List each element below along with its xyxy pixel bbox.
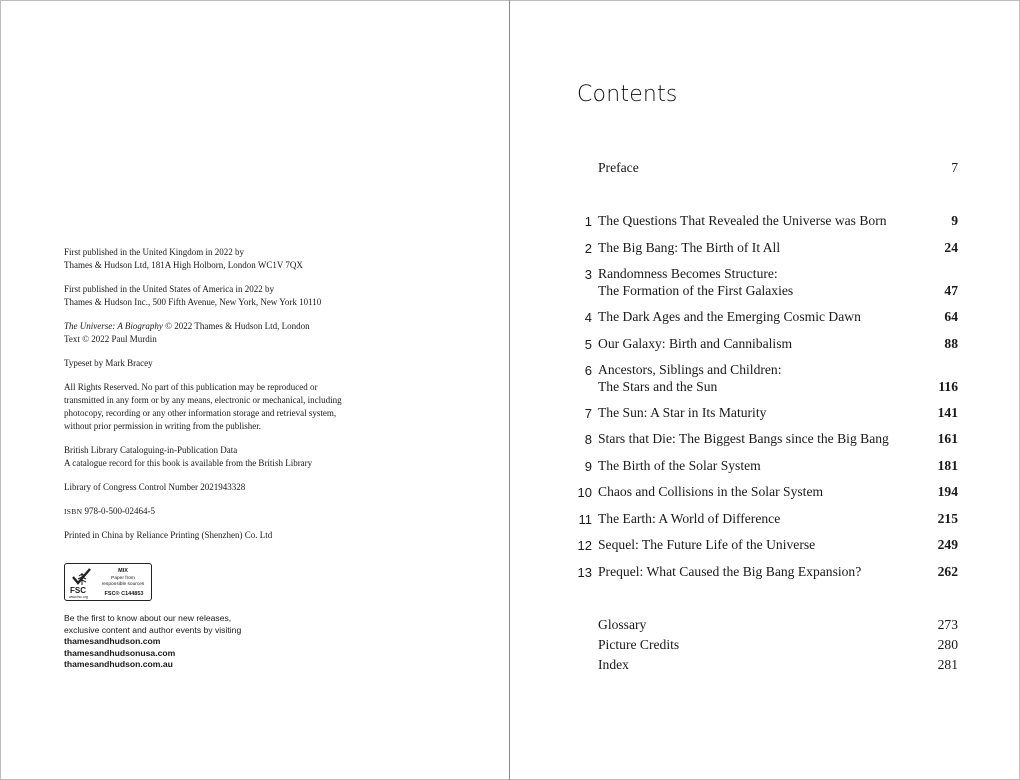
toc-page-number: 88 bbox=[944, 336, 958, 351]
website-link[interactable]: thamesandhudson.com bbox=[64, 636, 161, 646]
toc-page-number: 281 bbox=[937, 657, 958, 672]
isbn-label: ISBN bbox=[64, 507, 83, 516]
toc-page-number: 161 bbox=[937, 431, 958, 446]
toc-entry-preface[interactable] bbox=[570, 159, 958, 176]
contents-title: Contents bbox=[577, 82, 678, 107]
chapter-title bbox=[598, 536, 928, 553]
publisher-promo bbox=[64, 613, 364, 671]
toc-page-number: 181 bbox=[937, 458, 958, 473]
chapter-title-line: The Formation of the First Galaxies bbox=[598, 283, 794, 298]
toc-page-number: 273 bbox=[937, 617, 958, 632]
toc-entry-chapter[interactable] bbox=[570, 335, 958, 352]
chapter-number: 8 bbox=[584, 432, 592, 447]
toc-entry-chapter[interactable] bbox=[570, 430, 958, 447]
fsc-paper-line: responsible sources bbox=[101, 581, 145, 587]
chapter-title bbox=[598, 563, 928, 580]
toc-entry-chapter[interactable] bbox=[570, 308, 958, 325]
fsc-paper-line: Paper from bbox=[111, 576, 135, 581]
chapter-title-line: Our Galaxy: Birth and Cannibalism bbox=[598, 336, 793, 351]
fsc-logo bbox=[64, 563, 152, 601]
isbn bbox=[64, 505, 384, 518]
toc-page-number: 47 bbox=[944, 283, 958, 298]
toc-entry-chapter[interactable] bbox=[570, 536, 958, 553]
isbn-value: 978-0-500-02464-5 bbox=[82, 506, 156, 516]
copyright-holder: © 2022 Thames & Hudson Ltd, London bbox=[162, 321, 310, 331]
chapter-title bbox=[598, 404, 928, 421]
fsc-paper-source bbox=[97, 576, 149, 587]
chapter-title-line: The Earth: A World of Difference bbox=[598, 511, 781, 526]
rights-line: photocopy, recording or any other information storage and retrieval system, bbox=[64, 408, 337, 418]
rights-statement bbox=[64, 381, 384, 433]
chapter-title bbox=[598, 510, 928, 527]
toc-page-number: 141 bbox=[937, 405, 958, 420]
cip-line: British Library Cataloguing-in-Publication Data bbox=[64, 445, 238, 455]
copyright-notice bbox=[64, 320, 384, 346]
fsc-license-code: FSC® C144853 bbox=[104, 591, 144, 597]
toc-entry-chapter[interactable] bbox=[570, 457, 958, 474]
toc-page-number: 64 bbox=[944, 309, 958, 324]
toc-page-number: 116 bbox=[938, 379, 958, 394]
chapter-title bbox=[598, 430, 928, 447]
toc-page-number: 24 bbox=[944, 240, 958, 255]
chapter-number: 12 bbox=[577, 538, 592, 553]
chapter-title-line: Randomness Becomes Structure: bbox=[598, 266, 778, 281]
toc-entry-chapter[interactable] bbox=[570, 239, 958, 256]
toc-entry-chapter[interactable] bbox=[570, 265, 958, 299]
cip-line: A catalogue record for this book is available from the British Library bbox=[64, 458, 313, 468]
chapter-number: 10 bbox=[577, 485, 592, 500]
toc-entry-title: Glossary bbox=[598, 617, 647, 632]
chapter-number: 6 bbox=[584, 363, 592, 378]
imprint-line: First published in the United Kingdom in 2022 by bbox=[64, 247, 244, 257]
toc-entry-chapter[interactable] bbox=[570, 212, 958, 229]
imprint-block bbox=[64, 246, 384, 553]
chapter-number: 11 bbox=[578, 512, 592, 527]
chapter-title bbox=[598, 483, 928, 500]
website-link[interactable]: thamesandhudsonusa.com bbox=[64, 647, 176, 658]
chapter-title bbox=[598, 308, 928, 325]
chapter-title bbox=[598, 361, 928, 395]
website-link[interactable]: thamesandhudson.com.au bbox=[64, 659, 173, 669]
promo-line: exclusive content and author events by visiting bbox=[64, 624, 242, 635]
toc-entry-chapter[interactable] bbox=[570, 510, 958, 527]
text-copyright: Text © 2022 Paul Murdin bbox=[64, 334, 157, 344]
toc-entry-chapter[interactable] bbox=[570, 404, 958, 421]
printer-credit: Printed in China by Reliance Printing (Shenzhen) Co. Ltd bbox=[64, 530, 273, 540]
toc-page-number: 249 bbox=[937, 537, 958, 552]
rights-line: All Rights Reserved. No part of this publication may be reproduced or bbox=[64, 382, 318, 392]
book-title: The Universe: A Biography bbox=[64, 321, 163, 331]
toc-entry-picture-credits[interactable] bbox=[570, 636, 958, 653]
toc-entry-glossary[interactable] bbox=[570, 616, 958, 633]
chapter-title bbox=[598, 335, 928, 352]
us-publication bbox=[64, 283, 384, 309]
toc-entry-chapter[interactable] bbox=[570, 483, 958, 500]
chapter-number: 4 bbox=[584, 310, 592, 325]
typesetter-credit: Typeset by Mark Bracey bbox=[64, 358, 153, 368]
chapter-title bbox=[598, 212, 928, 229]
chapter-title bbox=[598, 239, 928, 256]
chapter-title-line: Chaos and Collisions in the Solar System bbox=[598, 484, 824, 499]
chapter-title bbox=[598, 265, 928, 299]
toc-page-number: 262 bbox=[937, 564, 958, 579]
imprint-line: First published in the United States of America in 2022 by bbox=[64, 284, 274, 294]
rights-line: without prior permission in writing from the publisher. bbox=[64, 421, 261, 431]
chapter-title bbox=[598, 457, 928, 474]
chapter-title-line: The Questions That Revealed the Universe was Born bbox=[598, 213, 887, 228]
chapter-number: 1 bbox=[584, 214, 592, 229]
chapter-number: 3 bbox=[584, 267, 592, 282]
toc-entry-title: Picture Credits bbox=[598, 637, 680, 652]
chapter-number: 9 bbox=[584, 459, 592, 474]
chapter-title-line: The Sun: A Star in Its Maturity bbox=[598, 405, 767, 420]
fsc-mix: MIX bbox=[118, 568, 128, 574]
toc-entry-index[interactable] bbox=[570, 656, 958, 673]
fsc-url: www.fsc.org bbox=[69, 595, 88, 599]
fsc-wordmark: FSC bbox=[70, 586, 86, 595]
imprint-line: Thames & Hudson Inc., 500 Fifth Avenue, New York, New York 10110 bbox=[64, 297, 322, 307]
chapter-title-line: Prequel: What Caused the Big Bang Expansion? bbox=[598, 564, 862, 579]
chapter-number: 2 bbox=[584, 241, 592, 256]
chapter-title-line: The Big Bang: The Birth of It All bbox=[598, 240, 781, 255]
cip-data bbox=[64, 444, 384, 470]
tree-checkmark-icon bbox=[70, 567, 94, 587]
toc-entry-title: Index bbox=[598, 657, 629, 672]
toc-page-number: 215 bbox=[937, 511, 958, 526]
chapter-number: 13 bbox=[577, 565, 592, 580]
chapter-title-line: The Stars and the Sun bbox=[598, 379, 718, 394]
uk-publication bbox=[64, 246, 384, 272]
toc-page-number: 7 bbox=[951, 160, 958, 175]
chapter-title-line: Sequel: The Future Life of the Universe bbox=[598, 537, 816, 552]
toc-page-number: 9 bbox=[951, 213, 958, 228]
loc-number: Library of Congress Control Number 2021943328 bbox=[64, 482, 246, 492]
rights-line: transmitted in any form or by any means, electronic or mechanical, including bbox=[64, 395, 342, 405]
chapter-title-line: Ancestors, Siblings and Children: bbox=[598, 362, 782, 377]
chapter-number: 5 bbox=[584, 337, 592, 352]
toc-page-number: 194 bbox=[937, 484, 958, 499]
imprint-line: Thames & Hudson Ltd, 181A High Holborn, London WC1V 7QX bbox=[64, 260, 303, 270]
promo-line: Be the first to know about our new releases, bbox=[64, 613, 232, 623]
toc-entry-chapter[interactable] bbox=[570, 563, 958, 580]
chapter-title-line: The Dark Ages and the Emerging Cosmic Dawn bbox=[598, 309, 861, 324]
toc-page-number: 280 bbox=[937, 637, 958, 652]
toc-entry-title: Preface bbox=[598, 160, 639, 175]
toc-entry-chapter[interactable] bbox=[570, 361, 958, 395]
chapter-title-line: The Birth of the Solar System bbox=[598, 458, 761, 473]
chapter-number: 7 bbox=[584, 406, 592, 421]
chapter-title-line: Stars that Die: The Biggest Bangs since the Big Bang bbox=[598, 431, 889, 446]
